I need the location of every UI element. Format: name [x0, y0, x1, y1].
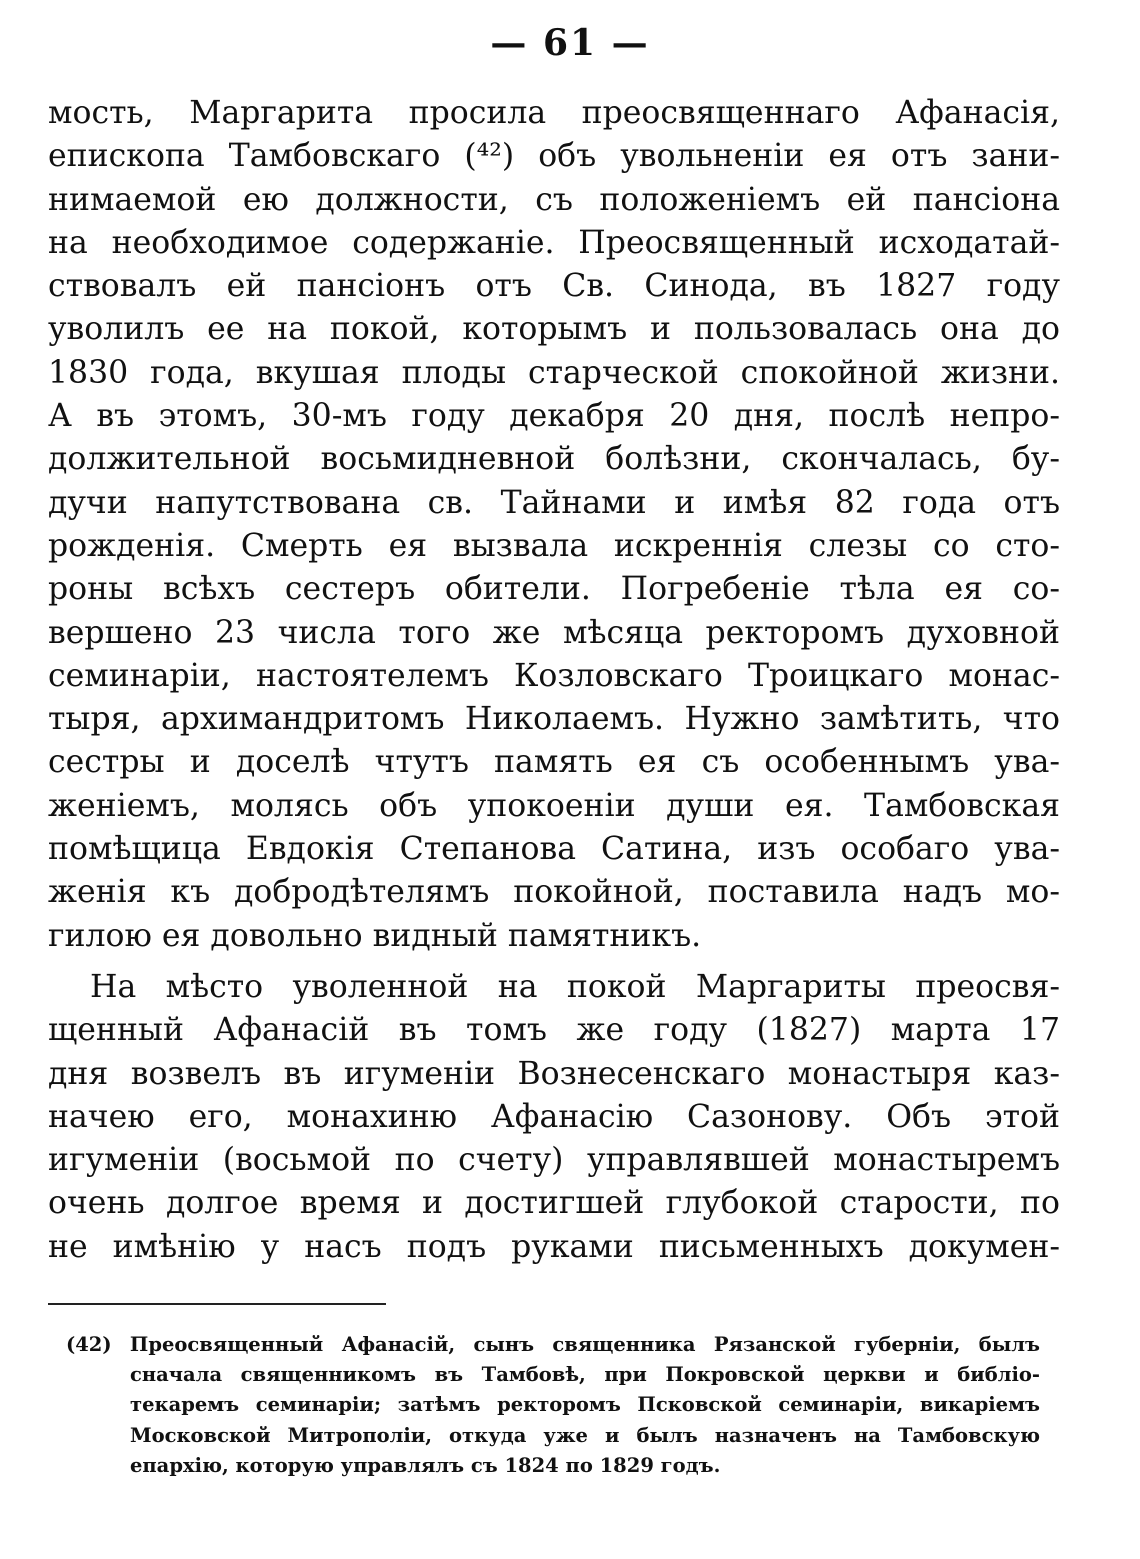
footnote-line: епархію, которую управлялъ съ 1824 по 1829 годъ.: [130, 1453, 721, 1477]
text-line: дучи напутствована св. Тайнами и имѣя 82 года отъ: [48, 484, 1060, 521]
text-line: ствовалъ ей пансіонъ отъ Св. Синода, въ 1827 году: [48, 268, 1060, 305]
text-line: очень долгое время и достигшей глубокой старости, по: [48, 1185, 1060, 1222]
text-line: 1830 года, вкушая плоды старческой спокойной жизни.: [48, 354, 1060, 391]
text-line: роны всѣхъ сестеръ обители. Погребеніе тѣла ея со-: [48, 571, 1060, 608]
text-line: гилою ея довольно видный памятникъ.: [48, 917, 702, 954]
text-line: епископа Тамбовскаго (⁴²) объ увольненіи ея отъ зани-: [48, 138, 1060, 175]
text-line: вершено 23 числа того же мѣсяца ректоромъ духовной: [48, 614, 1060, 651]
text-line: сестры и доселѣ чтутъ память ея съ особеннымъ ува-: [48, 744, 1060, 781]
text-line: не имѣнію у насъ подъ руками письменныхъ докумен-: [48, 1228, 1060, 1265]
text-line: тыря, архимандритомъ Николаемъ. Нужно замѣтить, что: [48, 701, 1060, 738]
text-line: помѣщица Евдокія Степанова Сатина, изъ особаго ува-: [48, 831, 1060, 868]
text-line: уволилъ ее на покой, которымъ и пользовалась она до: [48, 311, 1060, 348]
footnote: [66, 1330, 1040, 1481]
footnote-separator: [48, 1303, 386, 1305]
text-line: семинаріи, настоятелемъ Козловскаго Троицкаго монас-: [48, 657, 1060, 694]
text-line: нимаемой ею должности, съ положеніемъ ей пансіона: [48, 181, 1060, 218]
text-line: щенный Афанасій въ томъ же году (1827) марта 17: [48, 1012, 1060, 1049]
text-line: рожденія. Смерть ея вызвала искреннія слезы со сто-: [48, 527, 1060, 564]
text-line: на необходимое содержаніе. Преосвященный исходатай-: [48, 224, 1060, 261]
body-text: [48, 92, 1060, 1269]
footnote-line: сначала священникомъ въ Тамбовѣ, при Покровской церкви и библіо-: [130, 1363, 1040, 1387]
paragraph-gap: [48, 958, 1060, 966]
paragraph-2: [48, 966, 1060, 1269]
text-line: женіемъ, молясь объ упокоеніи души ея. Тамбовская: [48, 787, 1060, 824]
page-number: — 61 —: [490, 22, 650, 64]
text-line: дня возвелъ въ игуменіи Вознесенскаго монастыря каз-: [48, 1055, 1060, 1092]
text-line: мость, Маргарита просила преосвященнаго Афанасія,: [48, 95, 1060, 131]
text-line: должительной восьмидневной болѣзни, скончалась, бу-: [48, 441, 1060, 478]
footnote-line: Московской Митрополіи, откуда уже и былъ назначенъ на Тамбовскую: [130, 1423, 1040, 1447]
text-line: На мѣсто уволенной на покой Маргариты преосвя-: [90, 968, 1060, 1005]
text-line: начею его, монахиню Афанасію Сазонову. Объ этой: [48, 1098, 1060, 1135]
text-line: игуменіи (восьмой по счету) управлявшей монастыремъ: [48, 1142, 1060, 1179]
paragraph-1: [48, 92, 1060, 958]
text-line: женія къ добродѣтелямъ покойной, поставила надъ мо-: [48, 874, 1060, 911]
footnote-line: (42) Преосвященный Афанасій, сынъ священника Рязанской губерніи, былъ: [66, 1333, 1040, 1356]
text-line: А въ этомъ, 30-мъ году декабря 20 дня, послѣ непро-: [48, 398, 1060, 435]
footnote-line: текаремъ семинаріи; затѣмъ ректоромъ Псковской семинаріи, викаріемъ: [130, 1393, 1040, 1417]
